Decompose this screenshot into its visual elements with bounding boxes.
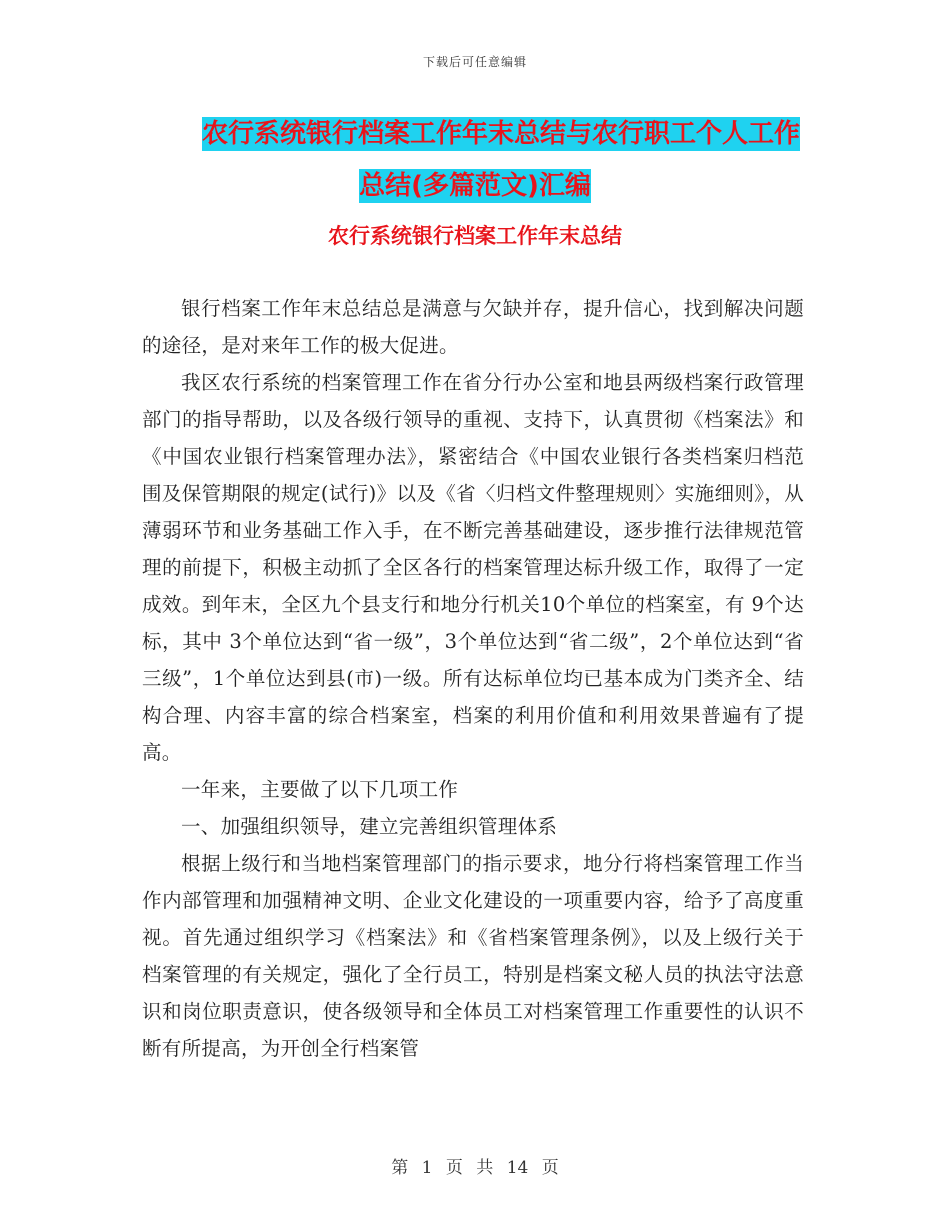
title-line-1: 农行系统银行档案工作年末总结与农行职工个人工作 [201, 119, 800, 149]
paragraph: 一、加强组织领导，建立完善组织管理体系 [181, 815, 558, 838]
header-note: 下载后可任意编辑 [422, 55, 527, 69]
paragraph: 一年来，主要做了以下几项工作 [181, 778, 459, 801]
paragraph: 我区农行系统的档案管理工作在省分行办公室和地县两级档案行政管理部门的指导帮助，以及各级行领导的重视、支持下，认真贯彻《档案法》和《中国农业银行档案管理办法》，紧密结合《中国农业银行各类档案归档范围及保管期限的规定(试行)》以及《省〈归档文件整理规则〉实施细则》，从薄弱环节和业务基础工作入手，在不断完善基础建设，逐步推行法律规范管理的前提下，积极主动抓了全区各行的档案管理达标升级工作，取得了一定成效。到年末，全区九个县支行和地分行机关10个单位的档案室，有 9个达标，其中 3个单位达到“省一级”，3个单位达到“省二级”，2个单位达到“省三级”，1个单位达到县(市)一级。所有达标单位均已基本成为门类齐全、结构合理、内容丰富的综合档案室，档案的利用价值和利用效果普遍有了提高。 [142, 371, 804, 764]
section-title: 农行系统银行档案工作年末总结 [328, 224, 622, 248]
document-title [0, 108, 950, 212]
document-body [142, 290, 804, 1067]
paragraph: 银行档案工作年末总结总是满意与欠缺并存，提升信心，找到解决问题的途径，是对来年工作的极大促进。 [142, 297, 804, 357]
title-line-2: 总结(多篇范文)汇编 [359, 171, 591, 201]
page-number: 第 1 页 共 14 页 [391, 1158, 559, 1178]
paragraph: 根据上级行和当地档案管理部门的指示要求，地分行将档案管理工作当作内部管理和加强精神文明、企业文化建设的一项重要内容，给予了高度重视。首先通过组织学习《档案法》和《省档案管理条例》，以及上级行关于档案管理的有关规定，强化了全行员工，特别是档案文秘人员的执法守法意识和岗位职责意识，使各级领导和全体员工对档案管理工作重要性的认识不断有所提高，为开创全行档案管 [142, 852, 804, 1060]
